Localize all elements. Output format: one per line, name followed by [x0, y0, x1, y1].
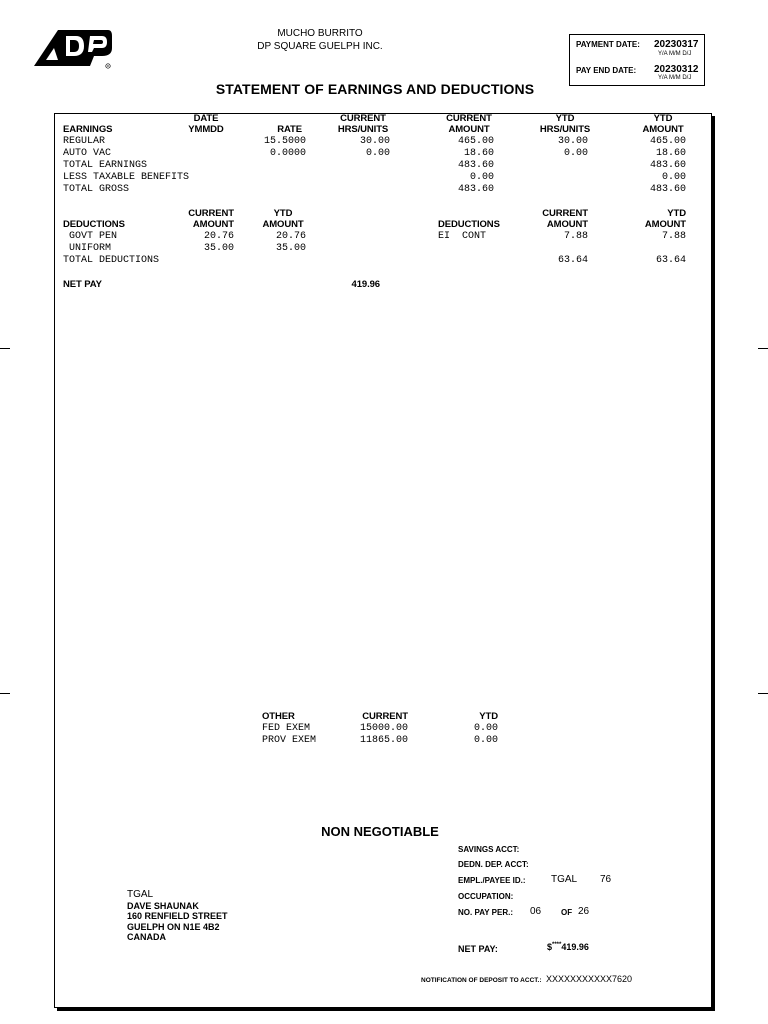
other-current: 11865.00 — [359, 735, 408, 746]
other-label: PROV EXEM — [262, 735, 317, 746]
earning-ytd-amount: 0.00 — [661, 172, 686, 183]
total-deductions-label: TOTAL DEDUCTIONS — [63, 255, 160, 266]
other-ytd: 0.00 — [473, 735, 498, 746]
ded-ytd-top: YTD — [273, 208, 293, 219]
payment-date-format: Y/A M/M D/J — [658, 51, 692, 57]
non-negotiable-label: NON NEGOTIABLE — [321, 824, 439, 839]
deposit-net-pay-amount — [547, 942, 589, 952]
other-ytd-header: YTD — [479, 711, 498, 722]
earning-amount: 465.00 — [457, 136, 494, 147]
earning-rate: 0.0000 — [269, 148, 306, 159]
empl-payee-id-label: EMPL./PAYEE ID.: — [458, 876, 526, 885]
deduction2-current: 7.88 — [563, 231, 588, 242]
ytd-hrs-top: YTD — [555, 113, 575, 124]
pay-end-date-label: PAY END DATE: — [576, 66, 637, 75]
earning-label: LESS TAXABLE BENEFITS — [63, 172, 190, 183]
ded2-ytd-bottom: AMOUNT — [644, 219, 686, 230]
deduction-label: GOVT PEN — [63, 231, 118, 242]
pay-periods-of-label: OF — [561, 908, 573, 917]
current-hrs-bottom: HRS/UNITS — [337, 124, 389, 135]
frame-shadow-right — [712, 116, 715, 1011]
other-col-label: OTHER — [262, 711, 295, 722]
other-label: FED EXEM — [262, 723, 311, 734]
occupation-label: OCCUPATION: — [458, 892, 514, 901]
ytd-amount-bottom: AMOUNT — [642, 124, 684, 135]
frame-shadow-bottom — [57, 1008, 715, 1011]
statement-frame — [54, 113, 712, 1008]
margin-tick-left-bottom — [0, 693, 10, 694]
dollar-sign: $ — [547, 942, 553, 952]
current-hrs-top: CURRENT — [340, 113, 386, 124]
deduction-ytd: 35.00 — [275, 243, 306, 254]
adp-logo — [32, 26, 114, 70]
empl-payee-id-value-a: TGAL — [551, 874, 578, 885]
total-deductions-ytd: 63.64 — [655, 255, 686, 266]
earning-rate: 15.5000 — [263, 136, 306, 147]
pay-periods-value: 06 — [530, 906, 542, 917]
net-pay-value: 419.96 — [351, 279, 380, 290]
current-amount-top: CURRENT — [446, 113, 492, 124]
ded-current-top: CURRENT — [188, 208, 234, 219]
deductions-col-label: DEDUCTIONS — [63, 219, 125, 230]
deduction2-label: EI CONT — [438, 231, 487, 242]
address-name: DAVE SHAUNAK — [127, 900, 199, 911]
mailing-address — [127, 890, 228, 943]
company-name: MUCHO BURRITO — [277, 28, 363, 39]
company-header — [250, 27, 390, 53]
earning-ytd-amount: 483.60 — [649, 184, 686, 195]
address-street: 160 RENFIELD STREET — [127, 911, 228, 921]
earning-amount: 0.00 — [469, 172, 494, 183]
other-ytd: 0.00 — [473, 723, 498, 734]
margin-tick-right-top — [758, 348, 768, 349]
earning-amount: 483.60 — [457, 160, 494, 171]
other-current-header: CURRENT — [362, 711, 408, 722]
earning-amount: 18.60 — [463, 148, 494, 159]
empl-payee-id-value-b: 76 — [600, 874, 612, 885]
payment-date-value: 20230317 — [654, 39, 699, 50]
margin-tick-left-top — [0, 348, 10, 349]
deduction-label: UNIFORM — [63, 243, 112, 254]
ytd-hrs-bottom: HRS/UNITS — [539, 124, 591, 135]
earning-label: TOTAL EARNINGS — [63, 160, 148, 171]
current-amount-bottom: AMOUNT — [448, 124, 490, 135]
ded2-current-top: CURRENT — [542, 208, 588, 219]
ded2-ytd-top: YTD — [667, 208, 686, 219]
rate-col: RATE — [277, 124, 302, 135]
deduction-current: 20.76 — [203, 231, 234, 242]
deposit-net-pay-value: 419.96 — [561, 942, 589, 952]
earning-ytd-amount: 465.00 — [649, 136, 686, 147]
date-box — [569, 34, 705, 86]
company-branch: DP SQUARE GUELPH INC. — [257, 41, 383, 52]
date-col-bottom: YMMDD — [188, 124, 224, 135]
earning-ytd-amount: 483.60 — [649, 160, 686, 171]
pay-periods-label: NO. PAY PER.: — [458, 908, 513, 917]
deposit-net-pay-label: NET PAY: — [458, 944, 498, 954]
deduction-ytd: 20.76 — [275, 231, 306, 242]
ded2-current-bottom: AMOUNT — [546, 219, 588, 230]
pay-end-date-format: Y/A M/M D/J — [658, 75, 692, 81]
ded-current-bottom: AMOUNT — [192, 219, 234, 230]
dedn-dep-acct-label: DEDN. DEP. ACCT: — [458, 860, 529, 869]
net-pay-label: NET PAY — [63, 279, 102, 290]
address-code: TGAL — [127, 889, 154, 900]
earning-label: TOTAL GROSS — [63, 184, 130, 195]
earning-hrs: 30.00 — [359, 136, 390, 147]
deduction2-ytd: 7.88 — [661, 231, 686, 242]
savings-acct-label: SAVINGS ACCT: — [458, 845, 520, 854]
pay-end-date-value: 20230312 — [654, 64, 699, 75]
address-country: CANADA — [127, 932, 166, 942]
deposit-notification — [421, 969, 632, 987]
earning-ytd-hrs: 0.00 — [563, 148, 588, 159]
notification-account: XXXXXXXXXXX7620 — [545, 974, 633, 984]
earning-label: REGULAR — [63, 136, 106, 147]
earning-label: AUTO VAC — [63, 148, 112, 159]
ytd-amount-top: YTD — [653, 113, 673, 124]
earning-amount: 483.60 — [457, 184, 494, 195]
amount-stars: **** — [552, 942, 562, 948]
earnings-col-label: EARNINGS — [63, 124, 113, 135]
address-city: GUELPH ON N1E 4B2 — [127, 921, 220, 932]
deduction-current: 35.00 — [203, 243, 234, 254]
svg-text:R: R — [106, 64, 110, 68]
earning-hrs: 0.00 — [365, 148, 390, 159]
deductions2-col-label: DEDUCTIONS — [438, 219, 500, 230]
earning-ytd-hrs: 30.00 — [557, 136, 588, 147]
total-deductions-current: 63.64 — [557, 255, 588, 266]
earning-ytd-amount: 18.60 — [655, 148, 686, 159]
statement-title: STATEMENT OF EARNINGS AND DEDUCTIONS — [215, 81, 535, 97]
other-current: 15000.00 — [359, 723, 408, 734]
pay-periods-total: 26 — [578, 906, 590, 917]
margin-tick-right-bottom — [758, 693, 768, 694]
date-col-top: DATE — [193, 113, 219, 124]
payment-date-label: PAYMENT DATE: — [576, 40, 640, 49]
ded-ytd-bottom: AMOUNT — [262, 219, 304, 230]
notification-label: NOTIFICATION OF DEPOSIT TO ACCT.: — [421, 977, 542, 984]
